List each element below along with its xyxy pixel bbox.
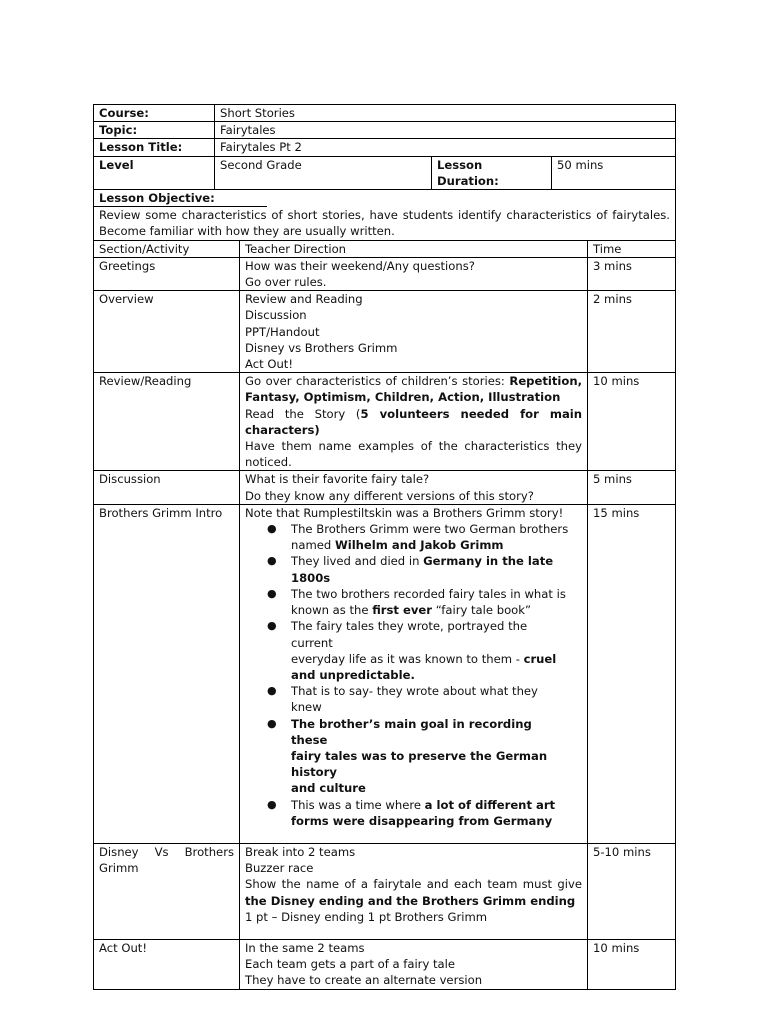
text-line: The two brothers recorded fairy tales in what is [291,586,566,601]
direction-discussion [240,471,588,504]
lesson-plan-document [93,104,675,990]
direction-greetings [240,257,588,290]
column-header-time: Time [588,240,676,257]
direction-line [245,406,582,422]
text-line [291,797,572,813]
lesson-title-value: Fairytales Pt 2 [215,139,676,156]
text-line: 1800s [291,570,331,585]
course-row [94,105,676,122]
bold-run: 5 volunteers needed for main [360,406,582,421]
text-line: and unpredictable. [291,667,415,682]
time-brothers-grimm-intro: 15 mins [588,504,676,843]
topic-label: Topic: [94,122,215,139]
text-run: Go over characteristics of children’s stories: [245,374,510,389]
objective-row [94,190,676,241]
direction-line: Have them name examples of the characteristics they [245,439,582,454]
time-act-out: 10 mins [588,939,676,989]
direction-line: Do they know any different versions of this story? [245,488,534,503]
section-act-out: Act Out! [94,939,240,989]
direction-overview [240,291,588,373]
text-line: The Brothers Grimm were two German brothers [291,522,569,537]
course-label: Course: [94,105,215,122]
direction-act-out [240,939,588,989]
list-item [245,716,582,797]
row-disney-vs-grimm [94,843,676,939]
section-disney-vs-grimm [94,843,240,939]
text-run: “fairy tale book” [432,603,531,618]
text-line [291,602,572,618]
bold-run: Wilhelm and Jakob Grimm [334,538,504,553]
direction-line: Buzzer race [245,861,314,876]
section-overview: Overview [94,291,240,373]
bullet-icon: ● [267,554,277,568]
bullet-icon: ● [267,716,277,730]
grimm-facts-list [245,521,582,829]
direction-line: Act Out! [245,357,293,372]
bold-run: first ever [372,603,433,618]
column-header-section: Section/Activity [94,240,240,257]
direction-line: characters) [245,422,320,437]
time-discussion: 5 mins [588,471,676,504]
row-review-reading [94,373,676,471]
direction-line: Fantasy, Optimism, Children, Action, Illustration [245,390,561,405]
text-run: everyday life as it was known to them - [291,651,524,666]
column-header-row [94,240,676,257]
direction-line: 1 pt – Disney ending 1 pt Brothers Grimm [245,909,488,924]
section-line: Disney Vs Brothers [99,844,234,859]
objective-line-2: Become familiar with how they are usually written. [99,224,395,239]
row-discussion [94,471,676,504]
objective-line-1: Review some characteristics of short stories, have students identify characteristics of fairytales. [99,208,670,223]
text-line: fairy tales was to preserve the German history [291,748,548,780]
direction-line: In the same 2 teams [245,940,365,955]
list-item [245,553,582,585]
row-overview [94,291,676,373]
direction-review-reading [240,373,588,471]
time-review-reading: 10 mins [588,373,676,471]
objective-cell [94,190,676,241]
direction-line [245,373,582,389]
direction-line: Note that Rumplestiltskin was a Brothers Grimm story! [245,505,564,520]
bullet-icon: ● [267,797,277,811]
list-item [245,618,582,683]
direction-line: Show the name of a fairytale and each team must give [245,877,582,892]
list-item [245,797,582,829]
topic-row [94,122,676,139]
section-greetings: Greetings [94,257,240,290]
text-line [291,537,572,553]
direction-line: What is their favorite fairy tale? [245,472,430,487]
text-line [291,553,572,569]
lesson-title-label: Lesson Title: [94,139,215,156]
objective-label: Lesson Objective: [94,190,267,207]
column-header-direction: Teacher Direction [240,240,588,257]
level-row [94,156,676,189]
text-line: forms were disappearing from Germany [291,813,553,828]
direction-disney-vs-grimm [240,843,588,939]
bold-run: Repetition, [509,374,582,389]
level-label: Level [94,156,215,189]
course-value: Short Stories [215,105,676,122]
list-item [245,521,582,553]
duration-value: 50 mins [552,156,676,189]
list-item [245,586,582,618]
bullet-icon: ● [267,522,277,536]
duration-label: Lesson Duration: [432,156,552,189]
direction-line: Disney vs Brothers Grimm [245,340,398,355]
text-run: known as the [291,603,373,618]
section-review-reading: Review/Reading [94,373,240,471]
direction-line: Go over rules. [245,275,327,290]
text-line: The fairy tales they wrote, portrayed the current [291,619,528,650]
direction-line: noticed. [245,455,292,470]
row-brothers-grimm-intro [94,504,676,843]
row-act-out [94,939,676,989]
bold-run: a lot of different art [424,797,556,812]
text-line: knew [291,700,322,715]
row-greetings [94,257,676,290]
lesson-header-table [93,104,676,241]
list-item [245,683,582,715]
text-line: and culture [291,781,366,796]
text-line: That is to say- they wrote about what they [291,684,538,699]
section-brothers-grimm-intro: Brothers Grimm Intro [94,504,240,843]
text-run: Read the Story ( [245,406,361,421]
topic-value: Fairytales [215,122,676,139]
direction-brothers-grimm-intro [240,504,588,843]
bullet-icon: ● [267,684,277,698]
direction-line: They have to create an alternate version [245,973,483,988]
direction-line: Review and Reading [245,292,363,307]
bullet-icon: ● [267,586,277,600]
text-line [291,651,572,667]
time-disney-vs-grimm: 5-10 mins [588,843,676,939]
section-discussion: Discussion [94,471,240,504]
direction-line: Each team gets a part of a fairy tale [245,957,455,972]
direction-line: PPT/Handout [245,324,320,339]
bold-run: cruel [523,651,557,666]
time-overview: 2 mins [588,291,676,373]
text-run: This was a time where [291,797,425,812]
direction-line: Discussion [245,308,307,323]
text-run: named [291,538,335,553]
text-run: They lived and died in [291,554,424,569]
level-value: Second Grade [215,156,432,189]
lesson-title-row [94,139,676,156]
text-line: The brother’s main goal in recording these [291,716,532,747]
direction-line: How was their weekend/Any questions? [245,258,475,273]
direction-line: Break into 2 teams [245,844,356,859]
section-line: Grimm [99,861,139,876]
time-greetings: 3 mins [588,257,676,290]
bullet-icon: ● [267,619,277,633]
lesson-plan-table [93,240,676,990]
bold-run: Germany in the late [423,554,554,569]
direction-line: the Disney ending and the Brothers Grimm ending [245,893,576,908]
